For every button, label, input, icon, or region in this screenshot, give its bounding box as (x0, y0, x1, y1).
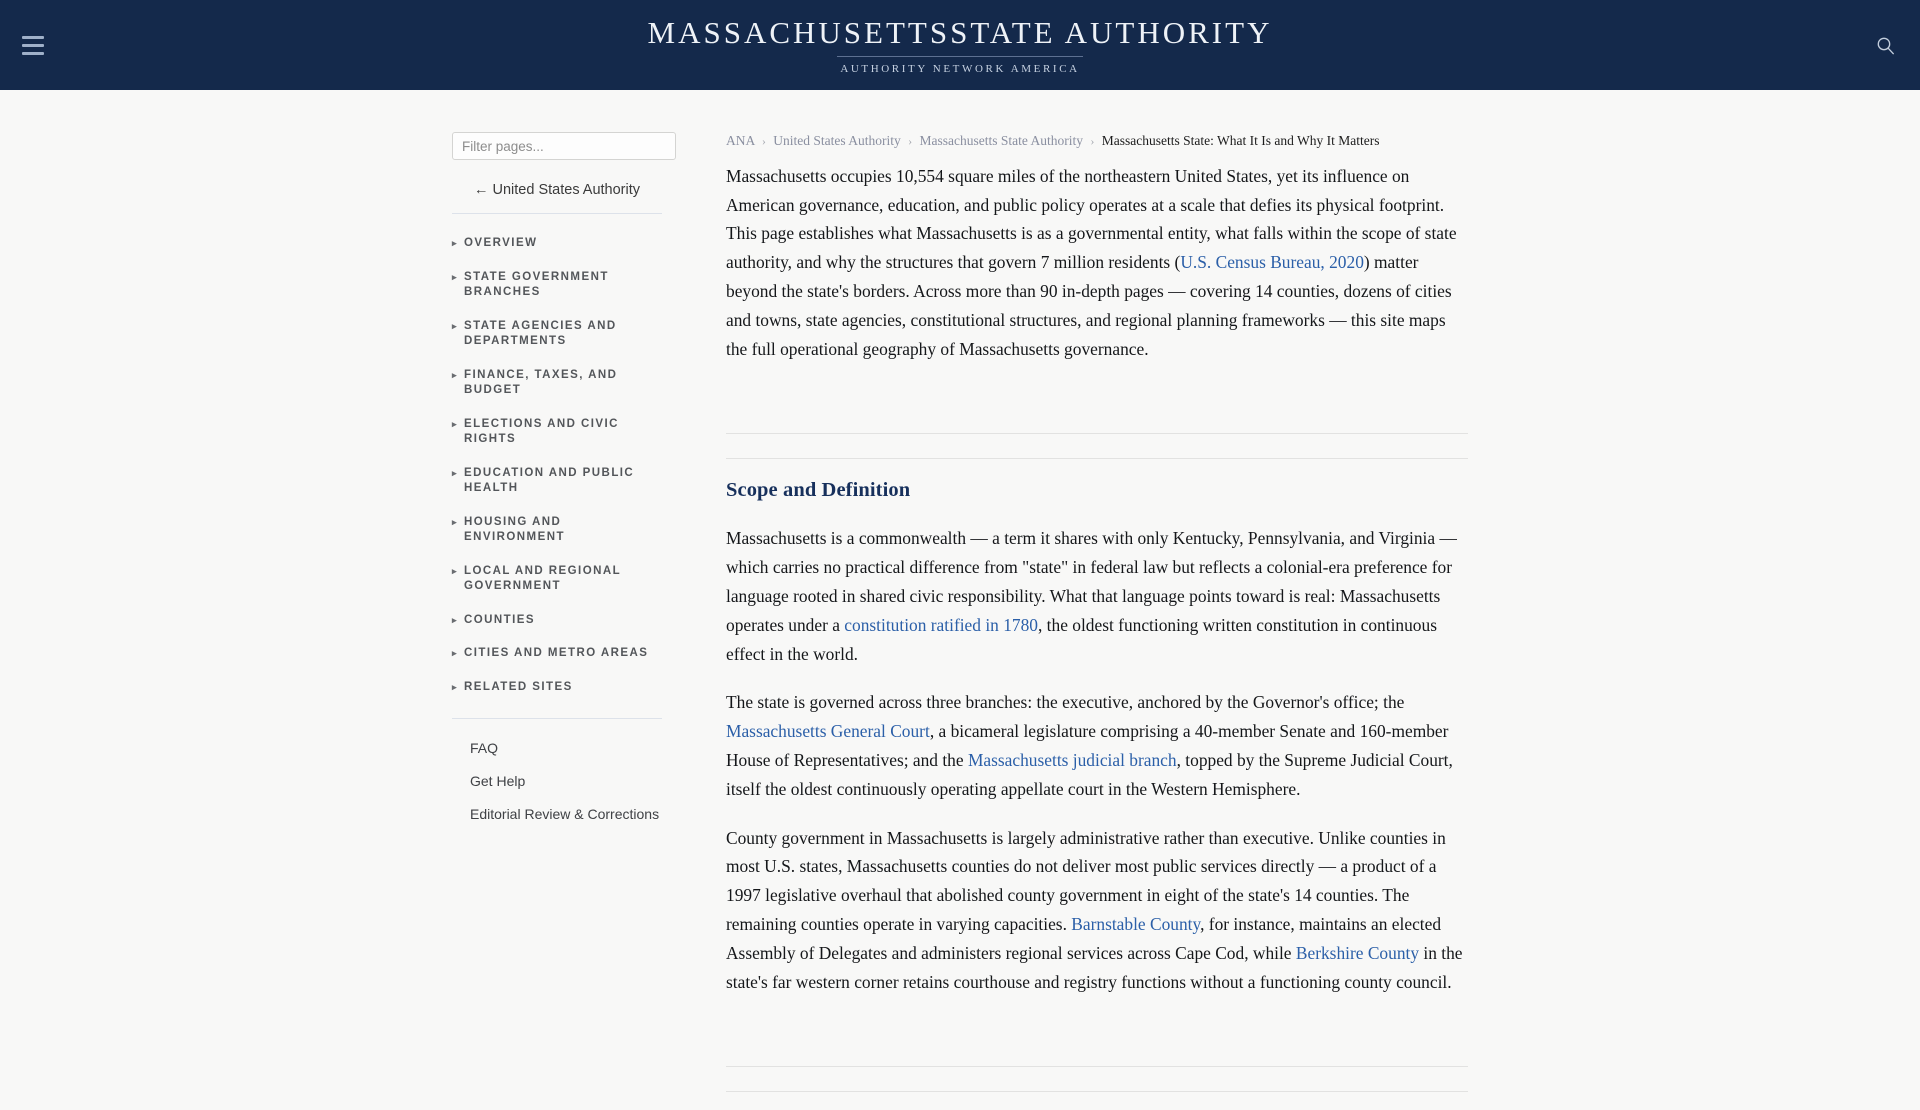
page-body (0, 90, 1920, 1110)
breadcrumb-item-ana[interactable]: ANA (726, 133, 755, 148)
breadcrumb-item-united-states-authority[interactable]: United States Authority (773, 133, 901, 148)
hamburger-menu-icon[interactable] (16, 28, 50, 62)
link-massachusetts-general-court[interactable]: Massachusetts General Court (726, 721, 930, 742)
chevron-right-icon: ▸ (452, 271, 457, 282)
branches-text-part2: , a bicameral legislature comprising a 40-member Senate and 160-member House of Representatives; and the (726, 721, 1449, 771)
section-rule-bottom (726, 458, 1468, 459)
chevron-right-icon: ▸ (452, 648, 457, 659)
sidebar-item-elections-and-civic-rights[interactable] (452, 408, 662, 457)
sidebar-utility-links (452, 719, 662, 831)
breadcrumb-item-massachusetts-state-authority[interactable]: Massachusetts State Authority (919, 133, 1083, 148)
main-content (726, 132, 1468, 1110)
scope-paragraph-3 (726, 824, 1468, 997)
sidebar (452, 132, 676, 831)
chevron-right-icon: ▸ (452, 467, 457, 478)
sidebar-nav (452, 214, 662, 704)
sidebar-item-local-and-regional-government[interactable] (452, 555, 662, 604)
hamburger-bar (22, 36, 44, 39)
scope-text-part2: , the oldest functioning written constitution in continuous effect in the world. (726, 614, 1437, 664)
sidebar-item-related-sites[interactable] (452, 671, 662, 705)
chevron-right-icon: ▸ (452, 369, 457, 380)
county-text-part3: in the state's far western corner retains courthouse and registry functions without a functioning county council. (726, 942, 1463, 992)
site-brand (648, 15, 1273, 76)
county-text-part2: , for instance, maintains an elected Assembly of Delegates and administers regional services across Cape Cod, while (726, 914, 1442, 963)
hamburger-bar (22, 52, 44, 55)
content-spacer (726, 1016, 1468, 1042)
branches-text-part1: The state is governed across three branches: the executive, anchored by the Governor's office; the (726, 692, 1405, 713)
chevron-right-icon: ▸ (452, 681, 457, 692)
sidebar-item-label: FINANCE, TAXES, AND BUDGET (464, 368, 618, 397)
sidebar-item-label: COUNTIES (464, 613, 536, 626)
filter-pages-input[interactable] (452, 132, 676, 160)
intro-text-part1: Massachusetts occupies 10,554 square miles of the northeastern United States, yet its influence on American governance, education, and public policy operates at a scale that defies its physical footprint. This page establishes what Massachusetts is as a governmental entity, what falls within the scope of state authority, and why the structures that govern 7 million residents ( (726, 165, 1457, 273)
scope-paragraph-2 (726, 688, 1468, 803)
sidebar-item-label: OVERVIEW (464, 237, 538, 249)
sidebar-item-cities-and-metro-areas[interactable] (452, 637, 662, 671)
sidebar-item-label: STATE AGENCIES AND DEPARTMENTS (464, 319, 617, 348)
brand-divider (837, 56, 1083, 57)
intro-text-part2: ) matter beyond the state's borders. Across more than 90 in-depth pages — covering 14 counties, dozens of cities and towns, state agencies, constitutional structures, and regional planning frameworks — this site maps the full operational geography of Massachusetts governance. (726, 252, 1452, 359)
sidebar-item-state-agencies-and-departments[interactable] (452, 310, 662, 359)
chevron-right-icon: ▸ (452, 614, 457, 625)
sidebar-item-housing-and-environment[interactable] (452, 506, 662, 555)
intro-paragraph (726, 162, 1468, 364)
sidebar-item-label: LOCAL AND REGIONAL GOVERNMENT (464, 564, 621, 593)
sidebar-item-overview[interactable] (452, 227, 662, 261)
link-us-census-bureau-2020[interactable]: U.S. Census Bureau, 2020 (1180, 252, 1364, 273)
footer-rule-bottom (726, 1091, 1468, 1092)
branches-text-part3: , topped by the Supreme Judicial Court, itself the oldest continuously operating appellate court in the Western Hemisphere. (726, 750, 1453, 799)
scope-text-part1: Massachusetts is a commonwealth — a term it shares with only Kentucky, Pennsylvania, and Virginia — which carries no practical difference from "state" in federal law but reflects a colonial-era preference for language rooted in shared civic responsibility. What that language points toward is real: Massachusetts operates under a (726, 528, 1457, 635)
section-rule-top (726, 433, 1468, 434)
breadcrumb-current-page: Massachusetts State: What It Is and Why It Matters (1101, 133, 1380, 148)
county-text-part1: County government in Massachusetts is largely administrative rather than executive. Unlike counties in most U.S. states, Massachusetts counties do not deliver most public services directly — a product of a 1997 legislative overhaul that abolished county government in eight of the state's 14 counties. The remaining counties operate in varying capacities. (726, 827, 1446, 935)
breadcrumb-separator: › (1090, 134, 1095, 148)
sidebar-item-label: STATE GOVERNMENT BRANCHES (464, 270, 609, 299)
chevron-right-icon: ▸ (452, 565, 457, 576)
sidebar-item-label: EDUCATION AND PUBLIC HEALTH (464, 466, 635, 495)
sidebar-item-label: CITIES AND METRO AREAS (464, 647, 649, 660)
breadcrumb-separator: › (761, 134, 766, 148)
content-spacer (726, 383, 1468, 409)
scope-paragraph-1 (726, 524, 1468, 668)
breadcrumb (726, 132, 1468, 151)
site-subtitle: AUTHORITY NETWORK AMERICA (840, 63, 1080, 76)
search-icon[interactable] (1868, 28, 1902, 62)
sidebar-item-label: HOUSING AND ENVIRONMENT (464, 515, 565, 544)
section-heading-scope-and-definition: Scope and Definition (726, 479, 911, 502)
sidebar-item-label: ELECTIONS AND CIVIC RIGHTS (464, 417, 619, 446)
link-massachusetts-judicial-branch[interactable]: Massachusetts judicial branch (967, 750, 1177, 771)
chevron-right-icon: ▸ (452, 320, 457, 331)
link-barnstable-county[interactable]: Barnstable County (1071, 914, 1201, 935)
link-berkshire-county[interactable]: Berkshire County (1295, 942, 1420, 963)
link-constitution-ratified-1780[interactable]: constitution ratified in 1780 (844, 614, 1038, 635)
site-header (0, 0, 1920, 90)
sidebar-link-get-help[interactable]: Get Help (470, 773, 526, 790)
back-to-parent-link[interactable]: ← United States Authority (473, 182, 641, 198)
breadcrumb-separator: › (908, 134, 913, 148)
sidebar-item-label: RELATED SITES (464, 680, 573, 693)
chevron-right-icon: ▸ (452, 516, 457, 527)
sidebar-link-faq[interactable]: FAQ (470, 740, 499, 757)
sidebar-link-editorial-review-corrections[interactable]: Editorial Review & Corrections (470, 806, 660, 823)
sidebar-item-finance-taxes-and-budget[interactable] (452, 359, 662, 408)
footer-rule-top (726, 1066, 1468, 1067)
site-title: MASSACHUSETTSSTATE AUTHORITY (647, 14, 1273, 50)
sidebar-item-counties[interactable] (452, 604, 662, 638)
chevron-right-icon: ▸ (452, 418, 457, 429)
chevron-right-icon: ▸ (452, 238, 457, 248)
sidebar-item-education-and-public-health[interactable] (452, 457, 662, 506)
sidebar-item-state-government-branches[interactable] (452, 261, 662, 310)
hamburger-bar (22, 44, 44, 47)
